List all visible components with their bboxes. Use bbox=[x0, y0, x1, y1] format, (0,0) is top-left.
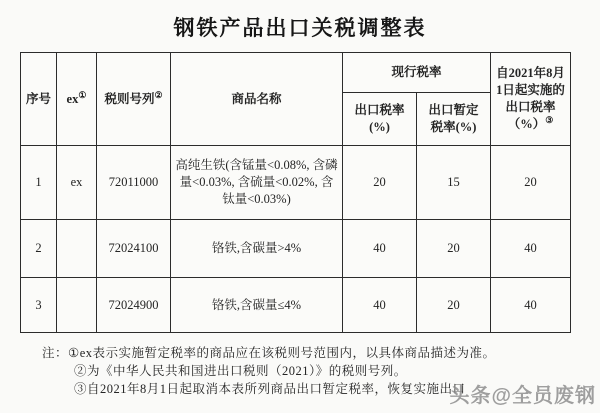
cell-new-rate: 40 bbox=[491, 220, 571, 278]
cell-code: 72024900 bbox=[97, 278, 171, 333]
footnote-prefix: 注： bbox=[42, 346, 69, 360]
cell-new-rate: 40 bbox=[491, 278, 571, 333]
tariff-table bbox=[20, 52, 571, 333]
cell-ex bbox=[57, 220, 97, 278]
col-header-seq-label: 序号 bbox=[25, 91, 51, 106]
cell-new-rate: 20 bbox=[491, 146, 571, 220]
footnote-text-2: ②为《中华人民共和国进出口税则（2021）》的税则号列。 bbox=[74, 364, 407, 378]
col-header-code-label: 税则号列 bbox=[104, 91, 155, 106]
page-title: 钢铁产品出口关税调整表 bbox=[173, 16, 427, 40]
cell-export-rate: 40 bbox=[343, 220, 417, 278]
footnote-marker-3: ③ bbox=[545, 114, 554, 125]
toutiao-watermark: 头条@全员废钢 bbox=[449, 385, 596, 407]
cell-provisional-rate: 15 bbox=[417, 146, 491, 220]
footnote-marker-2: ② bbox=[154, 89, 163, 100]
col-header-ex bbox=[57, 53, 97, 146]
col-header-current-group: 现行税率 bbox=[343, 53, 491, 93]
col-header-new-rate-label: 自2021年8月1日起实施的出口税率（%） bbox=[496, 66, 565, 131]
cell-name: 高纯生铁(含锰量<0.08%, 含磷量<0.03%, 含硫量<0.02%, 含钛量<0.03%) bbox=[171, 146, 343, 220]
col-header-ex-label: ex bbox=[66, 91, 79, 106]
table-row bbox=[21, 146, 571, 220]
cell-export-rate: 20 bbox=[343, 146, 417, 220]
cell-code: 72024100 bbox=[97, 220, 171, 278]
col-header-code bbox=[97, 53, 171, 146]
table-row bbox=[21, 220, 571, 278]
header-row-1 bbox=[21, 53, 571, 93]
cell-ex: ex bbox=[57, 146, 97, 220]
col-header-provisional-rate: 出口暂定 税率(%) bbox=[417, 93, 491, 146]
footnote-marker-1: ① bbox=[78, 89, 87, 100]
cell-provisional-rate: 20 bbox=[417, 278, 491, 333]
footnote-line-1 bbox=[42, 344, 587, 362]
col-header-seq bbox=[21, 53, 57, 146]
cell-seq: 3 bbox=[21, 278, 57, 333]
footnote-text-1: ①ex表示实施暂定税率的商品应在该税则号范围内，以具体商品描述为准。 bbox=[68, 346, 496, 360]
cell-name: 铬铁,含碳量≤4% bbox=[171, 278, 343, 333]
col-header-new-rate bbox=[491, 53, 571, 146]
cell-ex bbox=[57, 278, 97, 333]
col-header-export-rate: 出口税率 (%) bbox=[343, 93, 417, 146]
cell-export-rate: 40 bbox=[343, 278, 417, 333]
footnote-text-3: ③自2021年8月1日起取消本表所列商品出口暂定税率，恢复实施出口 bbox=[74, 382, 466, 396]
col-header-name: 商品名称 bbox=[171, 53, 343, 146]
cell-name: 铬铁,含碳量>4% bbox=[171, 220, 343, 278]
cell-seq: 2 bbox=[21, 220, 57, 278]
cell-provisional-rate: 20 bbox=[417, 220, 491, 278]
cell-seq: 1 bbox=[21, 146, 57, 220]
cell-code: 72011000 bbox=[97, 146, 171, 220]
table-row bbox=[21, 278, 571, 333]
footnote-line-2 bbox=[42, 362, 587, 380]
